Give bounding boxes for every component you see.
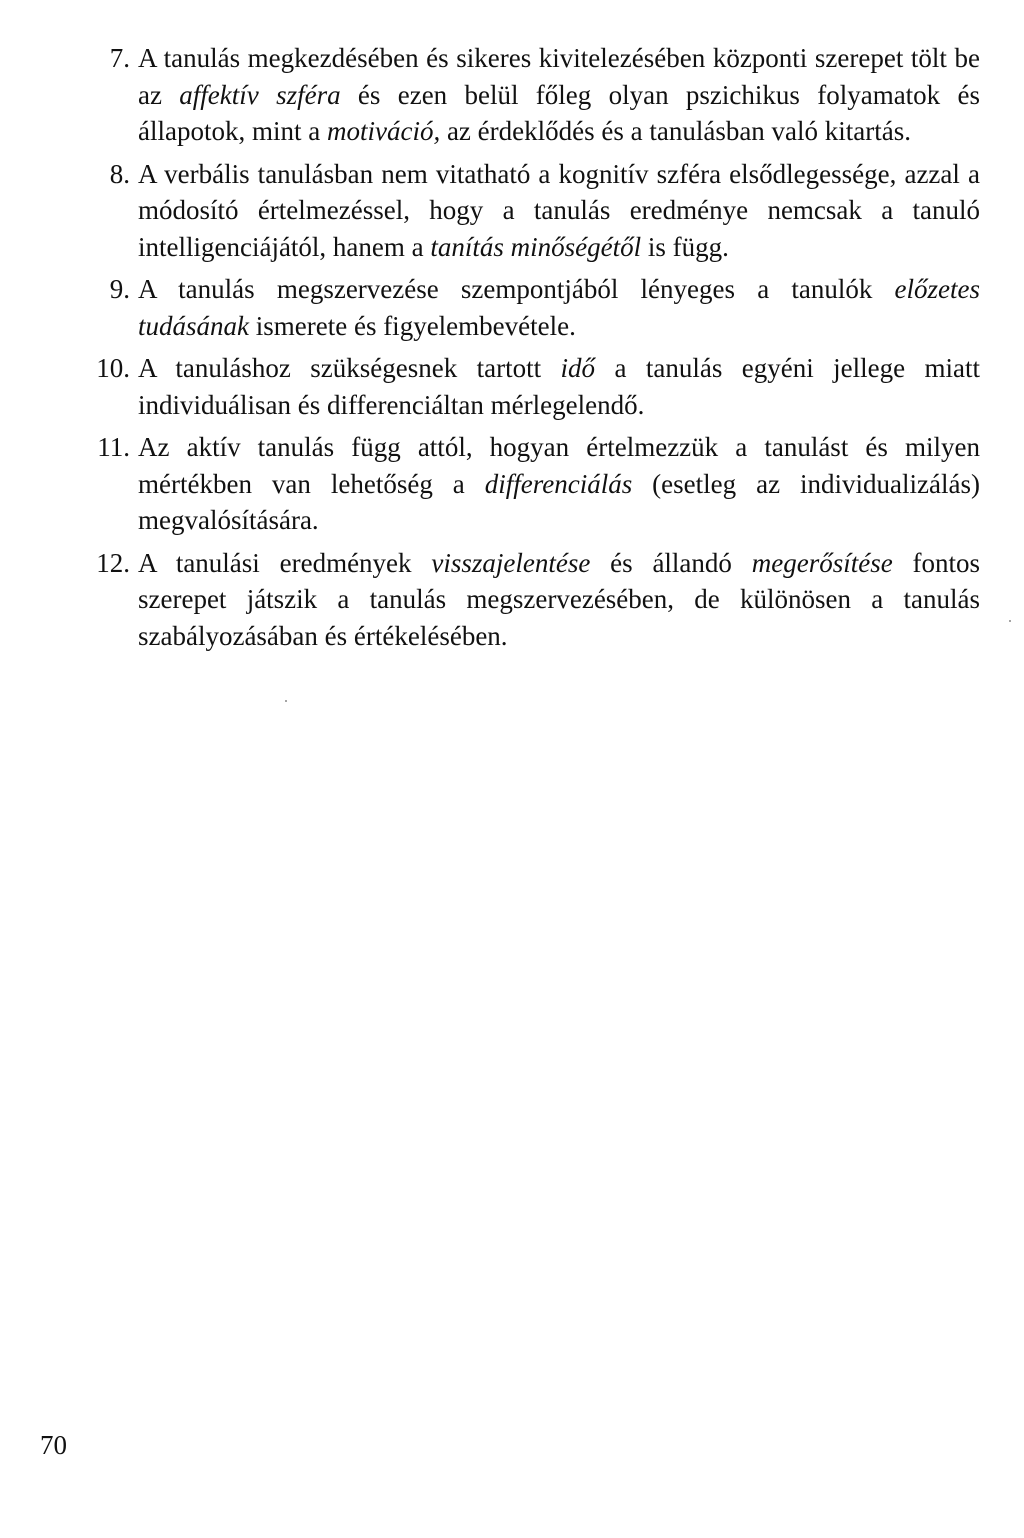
list-item-text [132,40,980,150]
emphasized-term: differenciálás [484,468,633,499]
list-item-text [132,429,980,539]
text-segment: A tanulási eredmények [138,547,432,578]
emphasized-term: motiváció, [326,116,441,146]
page-number: 70 [40,1430,67,1460]
emphasized-term: affektív szféra [179,79,341,110]
list-item-text [132,156,980,266]
text-segment: az érdeklődés és a tanulásban való kitartás. [440,116,912,146]
list-item-number: 12. [96,547,130,578]
emphasized-term: tanítás minőségétől [430,231,642,262]
list-item-number: 11. [97,432,130,462]
text-segment: A tanulás megszervezése szempontjából lényeges a tanulók [138,274,895,304]
list-item-number: 9. [109,274,130,304]
list-item [90,156,980,266]
scan-speck [285,700,287,702]
text-segment: a tanulás egyéni jellege miatt individuálisan és differenciáltan mérlegelendő. [138,353,980,420]
emphasized-term: idő [560,353,596,383]
text-segment: A verbális tanulásban nem vitatható a kognitív szféra elsődlegessége, azzal a módosító értelmezéssel, hogy a tanulás eredménye nemcsak a tanuló intelligenciájától, hanem a [138,158,980,262]
emphasized-term: megerősítése [751,547,893,578]
list-item [90,545,980,655]
emphasized-term: előzetes tudásának [138,274,980,341]
list-item [90,429,980,539]
text-segment: és ezen belül főleg olyan pszichikus folyamatok és állapotok, mint a [138,79,981,146]
list-item [90,40,980,150]
list-item-text [132,271,980,344]
text-segment: ismerete és figyelembevétele. [249,310,576,341]
emphasized-term: visszajelentése [431,547,591,578]
list-item-text [132,350,980,423]
text-segment: és állandó [590,547,752,578]
list-item-number: 7. [109,43,130,73]
text-segment: fontos szerepet játszik a tanulás megszervezésében, de különösen a tanulás szabályozásában és értékelésében. [138,547,981,651]
text-segment: A tanuláshoz szükségesnek tartott [138,353,561,383]
numbered-list [90,40,980,660]
list-item [90,271,980,344]
list-item-number: 8. [109,158,130,189]
text-segment: (esetleg az individualizálás) megvalósítására. [138,468,980,535]
scan-speck [1009,620,1011,622]
list-item-number: 10. [96,353,130,383]
text-segment: Az aktív tanulás függ attól, hogyan értelmezzük a tanulást és milyen mértékben van lehetőség a [138,432,980,499]
text-segment: A tanulás megkezdésében és sikeres kivitelezésében központi szerepet tölt be az [138,43,980,110]
list-item [90,350,980,423]
list-item-text [132,545,980,655]
text-segment: is függ. [641,231,729,262]
